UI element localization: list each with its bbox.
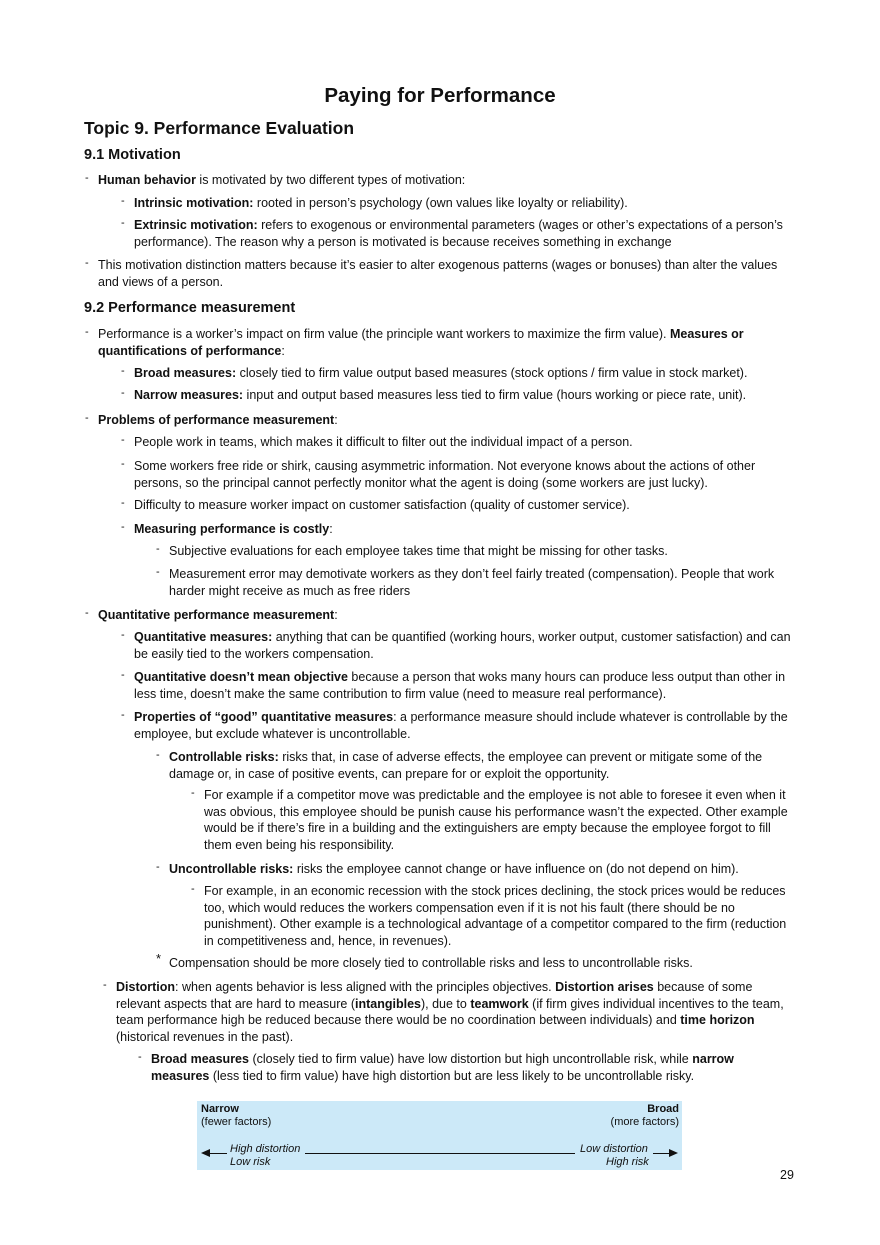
dash-bullet: - bbox=[156, 543, 160, 555]
low-risk-label: Low risk bbox=[230, 1156, 271, 1168]
item-text: risks that, in case of adverse effects, the employee can prevent or mitigate some of the damage or, in case of positive events, can prepare for or exploit the opportunity. bbox=[169, 750, 763, 781]
bold-term: Measuring performance is costly bbox=[134, 522, 330, 536]
bold-term: intangibles bbox=[355, 996, 421, 1011]
list-item-distortion bbox=[103, 979, 794, 1045]
dash-bullet: - bbox=[121, 217, 125, 229]
section-heading-measurement: 9.2 Performance measurement bbox=[84, 300, 296, 316]
topic-heading: Topic 9. Performance Evaluation bbox=[84, 118, 355, 138]
bold-term: Quantitative doesn’t mean objective bbox=[134, 670, 348, 684]
list-item-free-ride bbox=[121, 458, 794, 491]
item-text: refers to exogenous or environmental parameters (wages or other’s expectations of a person’s performance). The reason why a person is motivated is because receives something in exchange bbox=[134, 218, 783, 249]
broad-label: Broad bbox=[647, 1103, 679, 1115]
bold-term: Controllable risks: bbox=[169, 750, 279, 764]
broad-sublabel: (more factors) bbox=[610, 1116, 679, 1128]
list-item-problems bbox=[85, 412, 793, 429]
item-text: : bbox=[281, 343, 285, 358]
item-text: Some workers free ride or shirk, causing asymmetric information. Not everyone knows about the actions of other persons, so the principal cannot perfectly monitor what the agent is doing (some workers are just lucky). bbox=[134, 459, 756, 490]
dash-bullet: - bbox=[121, 521, 125, 533]
list-item-teams bbox=[121, 434, 794, 451]
bold-term: teamwork bbox=[470, 996, 529, 1011]
item-text: is motivated by two different types of motivation: bbox=[195, 173, 466, 187]
item-text: This motivation distinction matters because it’s easier to alter exogenous patterns (wages or bonuses) than alter the values and views of a person. bbox=[98, 258, 778, 289]
item-text: For example if a competitor move was predictable and the employee is not able to foresee it even when it was obvious, this employee should be punish cause his performance wasn’t the expected. Other example would be if there’s fire in a building and the extinguishers are empty because the employee forgot to fill them even being his responsibility. bbox=[204, 788, 788, 852]
item-text: : bbox=[334, 413, 338, 427]
dash-bullet: - bbox=[85, 172, 89, 184]
narrow-sublabel: (fewer factors) bbox=[201, 1116, 272, 1128]
list-item-compensation-note bbox=[156, 951, 794, 972]
bold-term: Narrow measures: bbox=[134, 388, 244, 402]
dash-bullet: - bbox=[121, 365, 125, 377]
high-risk-label: High risk bbox=[606, 1156, 649, 1168]
item-text: anything that can be quantified (working hours, worker output, customer satisfaction) and can be easily tied to the workers compensation. bbox=[134, 630, 791, 661]
bold-term: Uncontrollable risks: bbox=[169, 862, 294, 876]
item-text: For example, in an economic recession with the stock prices declining, the stock prices would be reduces too, which would reduces the workers compensation even if it is not his fault (there should be no punishment). Other example is a technological advantage of a competitor compared to the firm (reduction in competitiveness and, hence, in revenues). bbox=[204, 884, 787, 948]
list-item-controllable-risks bbox=[156, 749, 794, 782]
bold-term: time horizon bbox=[680, 1013, 755, 1027]
item-text: Compensation should be more closely tied to controllable risks and less to uncontrollable risks. bbox=[169, 956, 693, 970]
dash-bullet: - bbox=[85, 257, 89, 269]
list-item-controllable-example bbox=[191, 787, 794, 853]
list-item-costly bbox=[121, 521, 794, 538]
page-number: 29 bbox=[780, 1168, 794, 1182]
item-text: Subjective evaluations for each employee takes time that might be missing for other tasks. bbox=[169, 544, 668, 558]
list-item-quantitative bbox=[85, 607, 793, 624]
list-item-measurement-error bbox=[156, 566, 794, 599]
item-text: Measurement error may demotivate workers as they don’t feel fairly treated (compensation). People that work harder might receive as much as free riders bbox=[169, 567, 775, 598]
bold-term: Distortion bbox=[116, 980, 176, 994]
item-text: : bbox=[334, 608, 338, 622]
bold-term: Intrinsic motivation: bbox=[134, 196, 254, 210]
bold-term: Distortion arises bbox=[555, 980, 654, 994]
bold-term: Human behavior bbox=[98, 173, 196, 187]
narrow-label: Narrow bbox=[201, 1103, 239, 1115]
dash-bullet: - bbox=[138, 1051, 142, 1063]
item-text: : bbox=[329, 522, 333, 536]
list-item-intrinsic bbox=[121, 195, 794, 212]
item-text: because a person that woks many hours can produce less output than other in less time, doesn’t make the same contribution to firm value (need to measure real performance). bbox=[134, 670, 786, 701]
item-text: : a performance measure should include whatever is controllable by the employee, but exclude whatever is uncontrollable. bbox=[134, 710, 788, 741]
list-item-subjective bbox=[156, 543, 794, 560]
list-item-properties bbox=[121, 709, 794, 742]
dash-bullet: - bbox=[85, 326, 89, 338]
dash-bullet: - bbox=[156, 566, 160, 578]
dash-bullet: - bbox=[191, 787, 195, 799]
list-item-extrinsic bbox=[121, 217, 794, 250]
arrow-right-icon bbox=[669, 1149, 678, 1157]
dash-bullet: - bbox=[121, 387, 125, 399]
dash-bullet: - bbox=[121, 669, 125, 681]
dash-bullet: - bbox=[121, 497, 125, 509]
item-text: closely tied to firm value output based measures (stock options / firm value in stock market). bbox=[236, 366, 748, 380]
bold-term: Quantitative performance measurement bbox=[98, 608, 335, 622]
dash-bullet: - bbox=[156, 861, 160, 873]
star-bullet: * bbox=[156, 951, 162, 966]
list-item-not-objective bbox=[121, 669, 794, 702]
item-text: (if firm gives individual incentives to the team, team performance high be reduced because there would be no coordination between individuals) and bbox=[116, 996, 784, 1027]
list-item-uncontrollable-risks bbox=[156, 861, 794, 878]
dash-bullet: - bbox=[85, 607, 89, 619]
list-item-quantitative-measures bbox=[121, 629, 794, 662]
bold-term: Problems of performance measurement bbox=[98, 413, 335, 427]
bold-term: Quantitative measures: bbox=[134, 630, 273, 644]
item-text: ), due to bbox=[421, 996, 471, 1011]
dash-bullet: - bbox=[103, 979, 107, 991]
bold-term: narrow measures bbox=[151, 1052, 734, 1083]
item-text: : when agents behavior is less aligned with the principles objectives. bbox=[175, 980, 556, 994]
item-text: (closely tied to firm value) have low distortion but high uncontrollable risk, while bbox=[248, 1052, 693, 1066]
list-item-distinction bbox=[85, 257, 793, 290]
bold-term: Properties of “good” quantitative measures bbox=[134, 710, 394, 724]
dash-bullet: - bbox=[121, 434, 125, 446]
item-text: because of some relevant aspects that are hard to measure ( bbox=[116, 980, 753, 1011]
list-item-narrow-measures bbox=[121, 387, 794, 404]
page-title: Paying for Performance bbox=[324, 84, 556, 107]
bold-term: Broad measures bbox=[151, 1052, 249, 1066]
high-distortion-label: High distortion bbox=[230, 1143, 301, 1155]
item-text: input and output based measures less tied to firm value (hours working or piece rate, unit). bbox=[243, 388, 747, 402]
dash-bullet: - bbox=[156, 749, 160, 761]
item-text: (less tied to firm value) have high distortion but are less likely to be uncontrollable risky. bbox=[209, 1068, 695, 1083]
dash-bullet: - bbox=[121, 629, 125, 641]
arrow-left-icon bbox=[201, 1149, 210, 1157]
dash-bullet: - bbox=[191, 883, 195, 895]
list-item-uncontrollable-example bbox=[191, 883, 794, 949]
bold-term: Broad measures: bbox=[134, 366, 237, 380]
dash-bullet: - bbox=[121, 195, 125, 207]
item-text: rooted in person’s psychology (own values like loyalty or reliability). bbox=[253, 196, 628, 210]
bold-term: Extrinsic motivation: bbox=[134, 218, 258, 232]
list-item-broad-vs-narrow bbox=[138, 1051, 794, 1084]
list-item-human-behavior bbox=[85, 172, 793, 189]
narrow-broad-diagram bbox=[197, 1101, 682, 1170]
section-heading-motivation: 9.1 Motivation bbox=[84, 147, 181, 163]
dash-bullet: - bbox=[121, 709, 125, 721]
list-item-performance bbox=[85, 326, 793, 359]
list-item-difficulty bbox=[121, 497, 794, 514]
item-text: (historical revenues in the past). bbox=[116, 1029, 294, 1044]
item-text: Performance is a worker’s impact on firm value (the principle want workers to maximize the firm value). bbox=[98, 327, 670, 341]
low-distortion-label: Low distortion bbox=[580, 1143, 648, 1155]
item-text: risks the employee cannot change or have influence on (do not depend on him). bbox=[293, 862, 739, 876]
item-text: People work in teams, which makes it difficult to filter out the individual impact of a person. bbox=[134, 435, 633, 449]
dash-bullet: - bbox=[85, 412, 89, 424]
dash-bullet: - bbox=[121, 458, 125, 470]
list-item-broad-measures bbox=[121, 365, 794, 382]
item-text: Difficulty to measure worker impact on customer satisfaction (quality of customer service). bbox=[134, 498, 630, 512]
bold-term: Measures or quantifications of performance bbox=[98, 327, 744, 358]
